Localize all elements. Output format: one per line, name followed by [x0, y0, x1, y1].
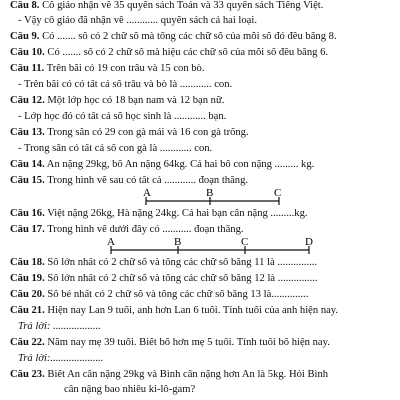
question-19 — [10, 274, 396, 285]
line-segment-figure-abcd — [0, 236, 400, 258]
question-text: Số bé nhất có 2 chữ số và tổng các chữ số bằng 13 là.............. — [44, 290, 309, 300]
question-9 — [10, 32, 396, 43]
question-text: An nặng 29kg, bố An nặng 64kg. Cả hai bố con nặng ......... kg. — [44, 160, 315, 170]
question-text: cân nặng bao nhiêu ki-lô-gam? — [64, 385, 196, 395]
question-number: Câu 22. — [10, 338, 45, 348]
question-text: Việt nặng 26kg, Hà nặng 24kg. Cả hai bạn cân nặng .........kg. — [44, 209, 308, 219]
point-label-b: B — [174, 236, 182, 248]
question-number: Câu 12. — [10, 96, 45, 106]
question-11 — [10, 64, 396, 75]
answer-text: - Trên bãi có có tất cả số trâu và bò là ............ con. — [18, 80, 233, 90]
question-number: Câu 8. — [10, 1, 40, 11]
question-13 — [10, 128, 396, 139]
question-number: Câu 13. — [10, 128, 45, 138]
question-text: Một lớp học có 18 bạn nam và 12 bạn nữ. — [44, 96, 225, 106]
question-number: Câu 9. — [10, 32, 40, 42]
question-14 — [10, 160, 396, 171]
question-text: Cô giáo nhận về 35 quyển sách Toán và 33 quyển sách Tiếng Việt. — [39, 1, 324, 11]
answer-text: - Lớp học đó có tất cả số học sinh là ............ bạn. — [18, 112, 227, 122]
question-15 — [10, 176, 396, 187]
question-text: Biết An cân nặng 29kg và Bình cân nặng hơn An là 5kg. Hỏi Bình — [44, 370, 329, 380]
point-label-b: B — [206, 187, 214, 199]
question-18 — [10, 258, 396, 269]
question-20 — [10, 290, 396, 301]
question-10 — [10, 48, 396, 59]
question-text: Số lớn nhất có 2 chữ số và tổng các chữ số bằng 11 là ............... — [44, 258, 318, 268]
answer-line — [18, 144, 396, 155]
question-text: Có ....... số có 2 chữ số mà tổng các chữ số của mỗi số đó đều bằng 8. — [39, 32, 337, 42]
question-12 — [10, 96, 396, 107]
question-number: Câu 17. — [10, 225, 45, 235]
answer-line — [18, 112, 396, 123]
point-label-c: C — [274, 187, 282, 199]
question-17 — [10, 225, 396, 236]
question-text: Trong sân có 29 con gà mái và 16 con gà trống. — [44, 128, 249, 138]
point-label-a: A — [143, 187, 151, 199]
answer-line — [18, 80, 396, 91]
question-number: Câu 14. — [10, 160, 45, 170]
question-number: Câu 11. — [10, 64, 45, 74]
question-number: Câu 23. — [10, 370, 45, 380]
question-number: Câu 21. — [10, 306, 45, 316]
answer-text: - Trong sân có tất cả số con gà là ............ con. — [18, 144, 213, 154]
question-23-continuation — [64, 385, 396, 396]
question-text: Trên bãi có 19 con trâu và 15 con bò. — [44, 64, 205, 74]
answer-text: Trả lời: .................. — [18, 322, 101, 332]
answer-text: - Vậy cô giáo đã nhận về ............ quyển sách cả hai loại. — [18, 16, 257, 26]
answer-line — [18, 322, 396, 333]
question-text: Trong hình vẽ dưới đây có ........... đoạn thẳng. — [44, 225, 244, 235]
point-label-a: A — [107, 236, 115, 248]
question-text: Trong hình vẽ sau có tất cả ............ đoạn thẳng. — [44, 176, 249, 186]
question-number: Câu 18. — [10, 258, 45, 268]
question-22 — [10, 338, 396, 349]
question-text: Năm nay mẹ 39 tuổi. Biết bố hơn mẹ 5 tuổi. Tính tuổi bố hiện nay. — [44, 338, 330, 348]
question-text: Hiện nay Lan 9 tuổi, anh hơn Lan 6 tuổi. Tính tuổi của anh hiện nay. — [44, 306, 339, 316]
line-segment-figure-abc — [0, 187, 400, 209]
question-text: Số lớn nhất có 2 chữ số và tổng các chữ số bằng 12 là ............... — [44, 274, 318, 284]
question-8 — [10, 1, 396, 12]
question-text: Có ....... số có 2 chữ số mà hiệu các chữ số của mỗi số đều bằng 6. — [44, 48, 329, 58]
question-number: Câu 19. — [10, 274, 45, 284]
question-23 — [10, 370, 396, 381]
question-number: Câu 20. — [10, 290, 45, 300]
question-16 — [10, 209, 396, 220]
question-number: Câu 15. — [10, 176, 45, 186]
answer-text: Trả lời:.................... — [18, 354, 104, 364]
point-label-c: C — [241, 236, 249, 248]
question-number: Câu 10. — [10, 48, 45, 58]
question-21 — [10, 306, 396, 317]
question-number: Câu 16. — [10, 209, 45, 219]
answer-line — [18, 354, 396, 365]
answer-line — [18, 16, 396, 27]
point-label-d: D — [305, 236, 313, 248]
